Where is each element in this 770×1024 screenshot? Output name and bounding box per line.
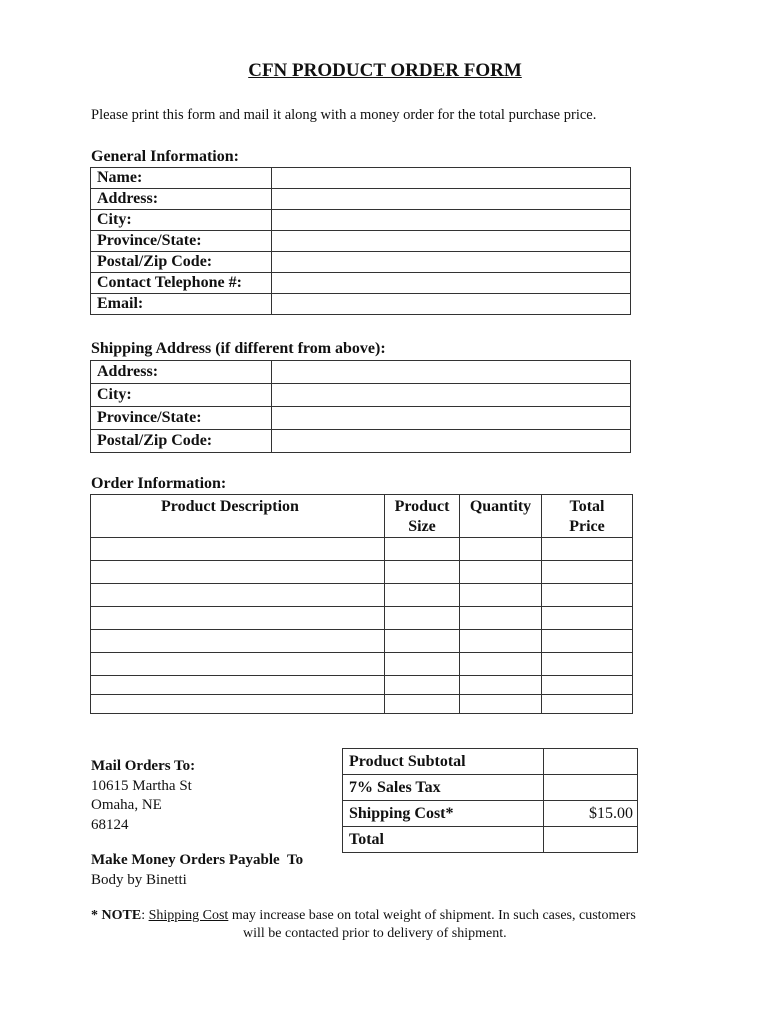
order-cell[interactable]	[91, 561, 385, 584]
order-cell[interactable]	[91, 695, 385, 714]
province-field[interactable]	[272, 231, 631, 252]
order-cell[interactable]	[460, 584, 542, 607]
shipping-note	[91, 907, 691, 943]
address-field[interactable]	[272, 189, 631, 210]
order-cell[interactable]	[542, 538, 633, 561]
order-cell[interactable]	[542, 630, 633, 653]
ship-address-label: Address:	[91, 361, 272, 384]
order-cell[interactable]	[385, 538, 460, 561]
shipping-cost-link: Shipping Cost	[148, 908, 229, 923]
table-row	[91, 210, 631, 231]
table-row	[91, 168, 631, 189]
order-cell[interactable]	[91, 538, 385, 561]
ship-address-field[interactable]	[272, 361, 631, 384]
order-cell[interactable]	[542, 676, 633, 695]
payable-block	[91, 851, 303, 890]
table-row	[91, 273, 631, 294]
ship-postal-field[interactable]	[272, 430, 631, 453]
note-prefix: * NOTE	[91, 908, 142, 923]
table-row	[91, 252, 631, 273]
subtotal-label: Product Subtotal	[343, 749, 544, 775]
ship-province-label: Province/State:	[91, 407, 272, 430]
subtotal-value[interactable]	[544, 749, 638, 775]
postal-field[interactable]	[272, 252, 631, 273]
note-text: may increase base on total weight of shipment. In such cases, customers	[228, 908, 636, 923]
city-label: City:	[91, 210, 272, 231]
table-row	[91, 294, 631, 315]
telephone-label: Contact Telephone #:	[91, 273, 272, 294]
name-label: Name:	[91, 168, 272, 189]
order-cell[interactable]	[385, 676, 460, 695]
table-row	[91, 584, 633, 607]
mail-orders-block	[91, 757, 195, 835]
order-cell[interactable]	[91, 607, 385, 630]
telephone-field[interactable]	[272, 273, 631, 294]
col-total-price: Total Price	[542, 495, 633, 538]
table-row	[91, 695, 633, 714]
sales-tax-value[interactable]	[544, 775, 638, 801]
shipping-cost-value: $15.00	[544, 801, 638, 827]
mail-address-line: 68124	[91, 816, 129, 833]
ship-postal-label: Postal/Zip Code:	[91, 430, 272, 453]
name-field[interactable]	[272, 168, 631, 189]
email-field[interactable]	[272, 294, 631, 315]
table-row	[91, 630, 633, 653]
table-row	[343, 827, 638, 853]
note-text-line2: will be contacted prior to delivery of shipment.	[243, 926, 507, 941]
ship-province-field[interactable]	[272, 407, 631, 430]
table-row	[343, 775, 638, 801]
postal-label: Postal/Zip Code:	[91, 252, 272, 273]
totals-table	[342, 748, 638, 853]
mail-address-line: Omaha, NE	[91, 797, 162, 813]
table-row	[343, 749, 638, 775]
col-product-description: Product Description	[91, 495, 385, 538]
mail-orders-heading: Mail Orders To:	[91, 758, 196, 774]
order-cell[interactable]	[460, 653, 542, 676]
payable-name: Body by Binetti	[91, 871, 187, 888]
address-label: Address:	[91, 189, 272, 210]
order-cell[interactable]	[460, 607, 542, 630]
order-header-row	[91, 495, 633, 538]
intro-text: Please print this form and mail it along with a money order for the total purchase price.	[91, 107, 597, 123]
note-colon: :	[141, 908, 149, 923]
order-table	[90, 494, 633, 714]
general-info-table	[90, 167, 631, 315]
ship-city-label: City:	[91, 384, 272, 407]
table-row	[91, 653, 633, 676]
email-label: Email:	[91, 294, 272, 315]
order-heading: Order Information:	[91, 475, 227, 492]
order-cell[interactable]	[385, 695, 460, 714]
table-row	[91, 407, 631, 430]
order-cell[interactable]	[542, 695, 633, 714]
table-row	[91, 361, 631, 384]
col-quantity: Quantity	[460, 495, 542, 538]
mail-address-line: 10615 Martha St	[91, 777, 192, 794]
order-cell[interactable]	[91, 630, 385, 653]
table-row	[91, 430, 631, 453]
order-cell[interactable]	[91, 653, 385, 676]
order-cell[interactable]	[385, 561, 460, 584]
payable-heading: Make Money Orders Payable To	[91, 852, 304, 868]
table-row	[91, 676, 633, 695]
general-info-heading: General Information:	[91, 148, 239, 165]
order-cell[interactable]	[542, 607, 633, 630]
order-cell[interactable]	[385, 584, 460, 607]
province-label: Province/State:	[91, 231, 272, 252]
order-cell[interactable]	[542, 561, 633, 584]
order-cell[interactable]	[385, 607, 460, 630]
order-cell[interactable]	[460, 676, 542, 695]
city-field[interactable]	[272, 210, 631, 231]
table-row	[343, 801, 638, 827]
shipping-cost-label: Shipping Cost*	[343, 801, 544, 827]
order-cell[interactable]	[460, 538, 542, 561]
order-cell[interactable]	[542, 584, 633, 607]
sales-tax-label: 7% Sales Tax	[343, 775, 544, 801]
table-row	[91, 538, 633, 561]
total-value[interactable]	[544, 827, 638, 853]
shipping-heading: Shipping Address (if different from above):	[91, 340, 386, 357]
col-product-size: Product Size	[385, 495, 460, 538]
order-cell[interactable]	[460, 630, 542, 653]
table-row	[91, 561, 633, 584]
shipping-table	[90, 360, 631, 453]
order-cell[interactable]	[385, 653, 460, 676]
form-title: CFN PRODUCT ORDER FORM	[248, 60, 522, 81]
total-label: Total	[343, 827, 544, 853]
table-row	[91, 384, 631, 407]
order-cell[interactable]	[385, 630, 460, 653]
table-row	[91, 607, 633, 630]
order-cell[interactable]	[460, 695, 542, 714]
table-row	[91, 189, 631, 210]
order-cell[interactable]	[460, 561, 542, 584]
table-row	[91, 231, 631, 252]
order-cell[interactable]	[542, 653, 633, 676]
order-cell[interactable]	[91, 676, 385, 695]
order-cell[interactable]	[91, 584, 385, 607]
ship-city-field[interactable]	[272, 384, 631, 407]
